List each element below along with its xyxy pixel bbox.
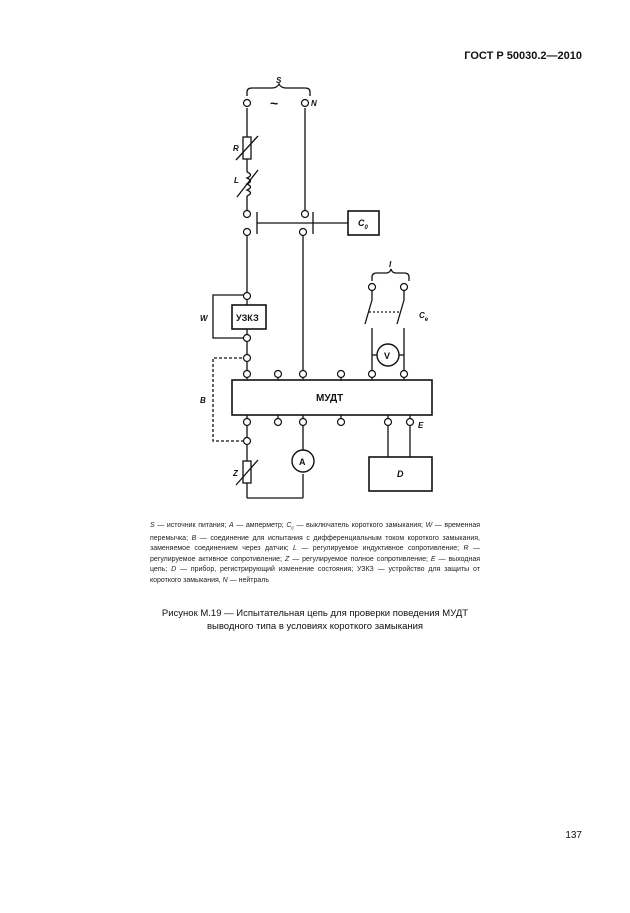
label-impedance: Z <box>233 469 238 478</box>
source-brace <box>247 84 310 96</box>
legend-key: S <box>150 522 155 529</box>
legend-text: — временная перемычка; <box>150 522 481 542</box>
label-ac: ~ <box>270 95 279 111</box>
label-connection-b: B <box>200 396 206 405</box>
legend-key: A <box>229 522 234 529</box>
legend-key: C <box>286 522 292 529</box>
connection-b <box>213 358 247 441</box>
label-c0: $C_0$ <box>358 218 368 231</box>
label-device-d: D <box>397 469 404 479</box>
label-source: S <box>276 76 282 85</box>
label-neutral: N <box>311 99 317 108</box>
legend-text: — выключатель короткого замыкания; <box>293 522 426 529</box>
document-header: ГОСТ Р 50030.2—2010 <box>464 50 582 62</box>
label-voltmeter: V <box>384 351 391 361</box>
caption-line-2: выводного типа в условиях короткого замыкания <box>206 621 424 632</box>
figure-legend <box>150 521 480 586</box>
legend-key: W <box>425 522 433 529</box>
legend-key: N <box>222 576 228 584</box>
label-ce: $C_e$ <box>419 311 429 323</box>
label-scpd: УЗКЗ <box>236 313 259 323</box>
label-current: I <box>389 260 392 269</box>
label-resistor: R <box>233 144 239 153</box>
legend-text: — выходная цепь; <box>150 555 481 574</box>
legend-text: — регулируемое активное сопротивление; <box>150 545 480 563</box>
legend-text: — соединение для испытания с дифференциальным током короткого замыкания, заменяемое соединением через датчик; <box>150 534 480 553</box>
legend-key: E <box>430 555 436 563</box>
label-jumper: W <box>200 314 208 323</box>
legend-key: D <box>171 566 177 574</box>
legend-key: Z <box>284 555 290 563</box>
caption-line-1: Рисунок М.19 — Испытательная цепь для проверки поведения МУДТ <box>161 608 469 619</box>
current-brace <box>372 269 409 281</box>
legend-text: — устройство для защиты от короткого замыкания, <box>150 566 480 584</box>
legend-key: УЗКЗ <box>357 566 374 574</box>
legend-key: R <box>463 545 469 553</box>
legend-text: — нейтраль <box>227 576 270 584</box>
label-inductor: L <box>234 176 239 185</box>
legend-text: — регулируемое индуктивное сопротивление; <box>296 545 464 553</box>
legend-text: — регулируемое полное сопротивление; <box>289 555 431 563</box>
legend-text: — прибор, регистрирующий изменение состояния; <box>176 566 358 574</box>
label-output-e: E <box>418 421 424 430</box>
page-number: 137 <box>565 830 582 841</box>
legend-text: — источник питания; <box>154 522 230 529</box>
label-mudt: МУДТ <box>316 393 344 404</box>
legend-key: L <box>293 545 297 553</box>
label-ammeter: A <box>299 457 306 467</box>
legend-text: — амперметр; <box>233 522 287 529</box>
figure-caption <box>150 607 480 633</box>
legend-key-sub: c <box>291 525 294 532</box>
legend-key: B <box>191 534 197 542</box>
